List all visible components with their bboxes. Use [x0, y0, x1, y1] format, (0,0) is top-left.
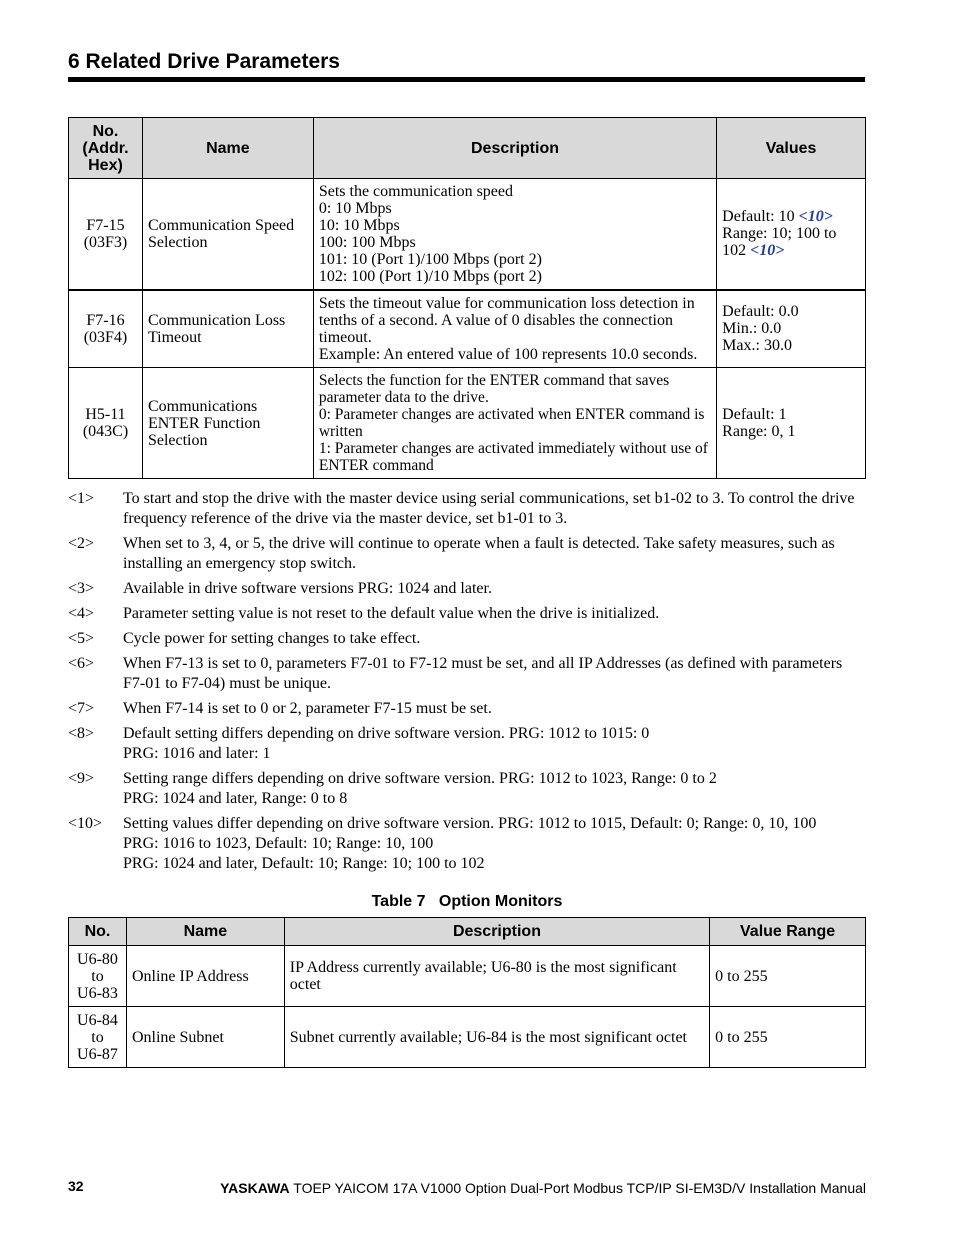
parameter-table [68, 117, 866, 479]
monitor-no: U6-80 to U6-83 [69, 946, 127, 1007]
monitor-description: IP Address currently available; U6-80 is the most significant octet [284, 946, 709, 1007]
note-reference-link[interactable]: <10> [750, 242, 785, 260]
footnote-tag: <6> [68, 655, 95, 672]
manual-title [220, 1180, 866, 1196]
param-description: Selects the function for the ENTER command that saves parameter data to the drive. 0: Parameter changes are activated when ENTER command is written 1: Parameter changes are activated immediately without use of ENTER command [313, 368, 716, 479]
col-header-name: Name [142, 118, 313, 179]
footnote-text: To start and stop the drive with the master device using serial communications, set b1-02 to 3. To control the drive frequency reference of the drive via the master device, set b1-01 to 3. [123, 490, 855, 527]
param-description: Sets the communication speed 0: 10 Mbps 10: 10 Mbps 100: 100 Mbps 101: 10 (Port 1)/100 Mbps (port 2) 102: 100 (Port 1)/10 Mbps (port 2) [313, 179, 716, 290]
table-row [69, 290, 866, 368]
footnote [68, 534, 866, 574]
footnote-text: Setting values differ depending on drive software version. PRG: 1012 to 1015, Default: 0; Range: 0, 10, 100 PRG: 1016 to 1023, Default: 10; Range: 10, 100 PRG: 1024 and later, Default: 10; Range: 10; 100 to 102 [123, 815, 817, 872]
param-name: Communications ENTER Function Selection [142, 368, 313, 479]
footnote-tag: <4> [68, 605, 95, 622]
param-values [717, 179, 866, 290]
footnote-tag: <9> [68, 770, 95, 787]
col-header-no: No. (Addr. Hex) [69, 118, 143, 179]
footnote [68, 579, 866, 599]
footnote [68, 699, 866, 719]
footnote-text: Available in drive software versions PRG: 1024 and later. [123, 580, 492, 597]
col-header-name: Name [126, 918, 284, 946]
monitor-description: Subnet currently available; U6-84 is the most significant octet [284, 1007, 709, 1068]
footnote [68, 654, 866, 694]
footnote-tag: <8> [68, 725, 95, 742]
values-text: Default: 10 [722, 208, 799, 226]
footnote-tag: <10> [68, 815, 103, 832]
table-row [69, 368, 866, 479]
footnote-text: Setting range differs depending on drive software version. PRG: 1012 to 1023, Range: 0 to 2 PRG: 1024 and later, Range: 0 to 8 [123, 770, 717, 807]
table-row [69, 1007, 866, 1068]
values-text: Range: 10; 100 to 102 [722, 225, 837, 260]
monitor-no: U6-84 to U6-87 [69, 1007, 127, 1068]
param-values: Default: 1 Range: 0, 1 [717, 368, 866, 479]
footnote [68, 769, 866, 809]
footnote-text: When F7-13 is set to 0, parameters F7-01 to F7-12 must be set, and all IP Addresses (as defined with parameters F7-01 to F7-04) must be unique. [123, 655, 843, 692]
col-header-values: Values [717, 118, 866, 179]
monitor-name: Online IP Address [126, 946, 284, 1007]
table-header-row [69, 918, 866, 946]
footnote-text: Parameter setting value is not reset to the default value when the drive is initialized. [123, 605, 660, 622]
footnote [68, 724, 866, 764]
param-no: F7-16 (03F4) [69, 290, 143, 368]
page-number: 32 [68, 1178, 84, 1194]
footnote-text: Default setting differs depending on drive software version. PRG: 1012 to 1015: 0 PRG: 1016 and later: 1 [123, 725, 650, 762]
footnote [68, 629, 866, 649]
footnote [68, 814, 866, 874]
footnote-text: When F7-14 is set to 0 or 2, parameter F7-15 must be set. [123, 700, 492, 717]
manual-title-text: TOEP YAICOM 17A V1000 Option Dual-Port Modbus TCP/IP SI-EM3D/V Installation Manual [289, 1180, 866, 1196]
brand-name: YASKAWA [220, 1180, 290, 1196]
title-rule [68, 77, 865, 82]
param-no: H5-11 (043C) [69, 368, 143, 479]
footnote-tag: <2> [68, 535, 95, 552]
monitor-table [68, 917, 866, 1068]
table-header-row [69, 118, 866, 179]
footnote-tag: <5> [68, 630, 95, 647]
col-header-no: No. [69, 918, 127, 946]
param-no: F7-15 (03F3) [69, 179, 143, 290]
footnote [68, 604, 866, 624]
note-reference-link[interactable]: <10> [798, 208, 833, 226]
footnote-tag: <7> [68, 700, 95, 717]
param-description: Sets the timeout value for communication loss detection in tenths of a second. A value of 0 disables the connection timeout. Example: An entered value of 100 represents 10.0 seconds. [313, 290, 716, 368]
footnote-text: Cycle power for setting changes to take effect. [123, 630, 421, 647]
table-caption: Table 7 Option Monitors [371, 893, 563, 910]
footnote-tag: <3> [68, 580, 95, 597]
param-name: Communication Speed Selection [142, 179, 313, 290]
monitor-range: 0 to 255 [710, 1007, 866, 1068]
param-values: Default: 0.0 Min.: 0.0 Max.: 30.0 [717, 290, 866, 368]
table-row [69, 946, 866, 1007]
footnote-tag: <1> [68, 490, 95, 507]
footnotes [68, 489, 866, 879]
section-title: 6 Related Drive Parameters [68, 50, 340, 73]
col-header-description: Description [313, 118, 716, 179]
col-header-value-range: Value Range [710, 918, 866, 946]
monitor-name: Online Subnet [126, 1007, 284, 1068]
table-row [69, 179, 866, 290]
param-name: Communication Loss Timeout [142, 290, 313, 368]
footnote-text: When set to 3, 4, or 5, the drive will continue to operate when a fault is detected. Take safety measures, such as installing an emergency stop switch. [123, 535, 835, 572]
footnote [68, 489, 866, 529]
monitor-range: 0 to 255 [710, 946, 866, 1007]
col-header-description: Description [284, 918, 709, 946]
